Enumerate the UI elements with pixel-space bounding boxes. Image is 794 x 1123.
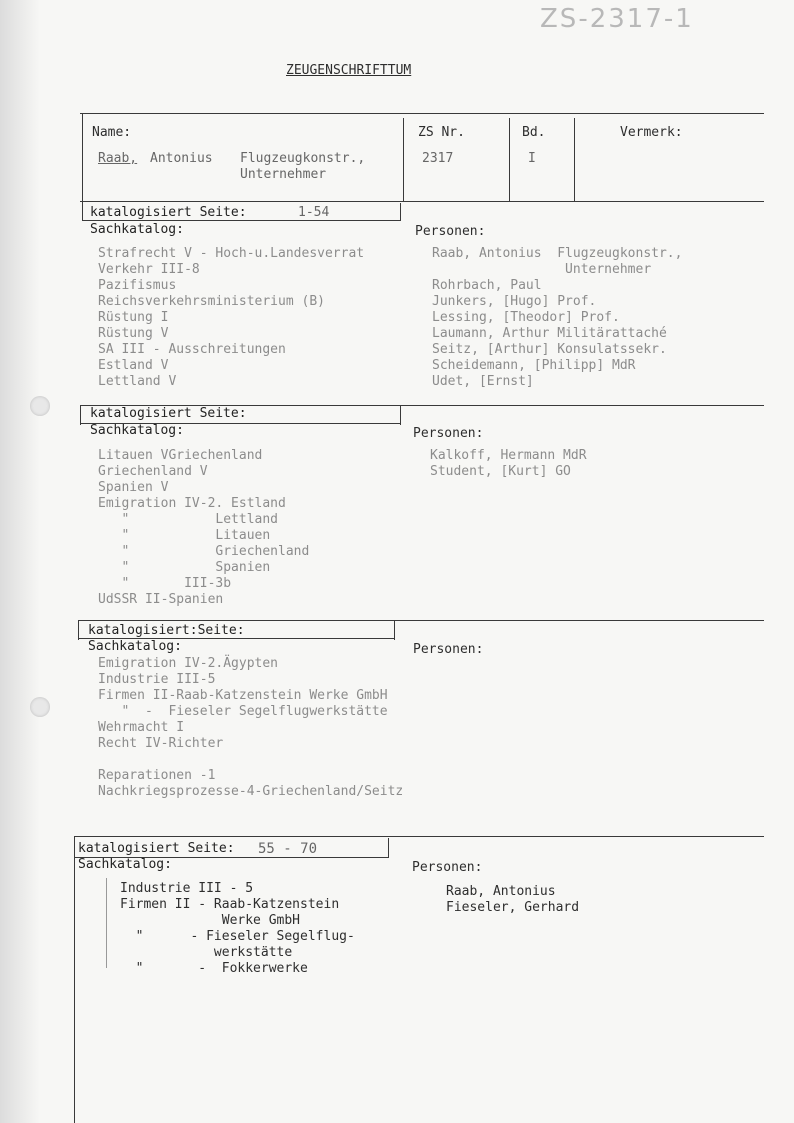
sach-item: Recht IV-Richter bbox=[98, 736, 224, 751]
personen-list-2 bbox=[430, 448, 587, 480]
sach-list-4 bbox=[120, 881, 355, 977]
personen-item: Lessing, [Theodor] Prof. bbox=[432, 310, 620, 325]
sach-label-4: Sachkatalog: bbox=[78, 857, 172, 872]
sach-item: Verkehr III-8 bbox=[98, 262, 200, 277]
sach-list-3 bbox=[98, 656, 403, 800]
punch-hole-bottom bbox=[30, 697, 50, 717]
sach-item: Estland V bbox=[98, 358, 169, 373]
scan-edge-shadow bbox=[0, 0, 40, 1123]
personen-item: Unternehmer bbox=[432, 262, 652, 277]
personen-item: Udet, [Ernst] bbox=[432, 374, 534, 389]
katalog-pages-1: 1-54 bbox=[298, 205, 330, 220]
sach-item: Industrie III-5 bbox=[98, 672, 216, 687]
name-label: Name: bbox=[92, 125, 132, 140]
vermerk-label: Vermerk: bbox=[620, 125, 683, 140]
sach-item: UdSSR II-Spanien bbox=[98, 592, 224, 607]
sach-item: Nachkriegsprozesse-4-Griechenland/Seitz bbox=[98, 784, 404, 799]
sach-item: Industrie III - 5 bbox=[120, 881, 254, 896]
personen-label-4: Personen: bbox=[412, 860, 483, 875]
zs-value: 2317 bbox=[422, 151, 454, 166]
sach-item: Strafrecht V - Hoch-u.Landesverrat bbox=[98, 246, 365, 261]
personen-list-4 bbox=[446, 884, 579, 916]
personen-item: Raab, Antonius bbox=[446, 884, 556, 899]
sach-label-1: Sachkatalog: bbox=[90, 222, 184, 237]
sach-list-1 bbox=[98, 246, 364, 390]
name-given: Antonius bbox=[150, 151, 213, 166]
sach-item: Griechenland V bbox=[98, 464, 208, 479]
bd-value: I bbox=[528, 151, 536, 166]
archive-number: ZS-2317-1 bbox=[540, 4, 694, 34]
personen-item: Student, [Kurt] GO bbox=[430, 464, 571, 479]
sach-item: Pazifismus bbox=[98, 278, 177, 293]
sach-item: Rüstung V bbox=[98, 326, 169, 341]
punch-hole-top bbox=[30, 396, 50, 416]
sach-item: Wehrmacht I bbox=[98, 720, 185, 735]
katalog-label-4: katalogisiert Seite: bbox=[78, 841, 235, 856]
personen-item: Kalkoff, Hermann MdR bbox=[430, 448, 587, 463]
sach-item: " Spanien bbox=[98, 560, 271, 575]
page-title: ZEUGENSCHRIFTTUM bbox=[286, 63, 412, 78]
sach-item: " - Fieseler Segelflug- bbox=[120, 929, 355, 944]
personen-item: Fieseler, Gerhard bbox=[446, 900, 580, 915]
sach-item: " - Fokkerwerke bbox=[120, 961, 308, 976]
personen-item: Scheidemann, [Philipp] MdR bbox=[432, 358, 636, 373]
sach-item: " III-3b bbox=[98, 576, 232, 591]
personen-list-1 bbox=[432, 246, 682, 390]
sach-item: Emigration IV-2. Estland bbox=[98, 496, 286, 511]
bd-label: Bd. bbox=[522, 125, 546, 140]
sach-item: Werke GmbH bbox=[120, 913, 301, 928]
sach-item: " Litauen bbox=[98, 528, 271, 543]
sach-item: " - Fieseler Segelflugwerkstätte bbox=[98, 704, 388, 719]
personen-label-1: Personen: bbox=[415, 224, 486, 239]
sach-item: Rüstung I bbox=[98, 310, 169, 325]
katalog-pages-4: 55 - 70 bbox=[258, 841, 318, 857]
sach-item: Firmen II-Raab-Katzenstein Werke GmbH bbox=[98, 688, 388, 703]
katalog-label-2: katalogisiert Seite: bbox=[90, 406, 247, 421]
sach-item bbox=[98, 752, 403, 768]
sach-item: Reparationen -1 bbox=[98, 768, 216, 783]
katalog-label-3: katalogisiert:Seite: bbox=[88, 623, 245, 638]
name-surname: Raab, bbox=[98, 151, 138, 166]
zs-label: ZS Nr. bbox=[418, 125, 465, 140]
sach-item: Spanien V bbox=[98, 480, 169, 495]
sach-item: Emigration IV-2.Ägypten bbox=[98, 656, 279, 671]
sach-item: Litauen VGriechenland bbox=[98, 448, 263, 463]
sach-label-3: Sachkatalog: bbox=[88, 639, 182, 654]
name-role-1: Flugzeugkonstr., bbox=[240, 151, 366, 166]
personen-item: Raab, Antonius Flugzeugkonstr., bbox=[432, 246, 683, 261]
sach-item: SA III - Ausschreitungen bbox=[98, 342, 286, 357]
katalog-label-1: katalogisiert Seite: bbox=[90, 205, 247, 220]
personen-item: Seitz, [Arthur] Konsulatssekr. bbox=[432, 342, 667, 357]
personen-label-2: Personen: bbox=[413, 426, 484, 441]
personen-item: Laumann, Arthur Militärattaché bbox=[432, 326, 667, 341]
personen-label-3: Personen: bbox=[413, 642, 484, 657]
personen-item: Rohrbach, Paul bbox=[432, 278, 542, 293]
sach-item: " Lettland bbox=[98, 512, 279, 527]
sach-item: Reichsverkehrsministerium (B) bbox=[98, 294, 325, 309]
sach-item: Lettland V bbox=[98, 374, 177, 389]
sach-item: werkstätte bbox=[120, 945, 293, 960]
sach-item: Firmen II - Raab-Katzenstein bbox=[120, 897, 340, 912]
personen-item: Junkers, [Hugo] Prof. bbox=[432, 294, 597, 309]
name-role-2: Unternehmer bbox=[240, 167, 327, 182]
sach-label-2: Sachkatalog: bbox=[90, 423, 184, 438]
sach-item: " Griechenland bbox=[98, 544, 310, 559]
sach-list-2 bbox=[98, 448, 309, 608]
